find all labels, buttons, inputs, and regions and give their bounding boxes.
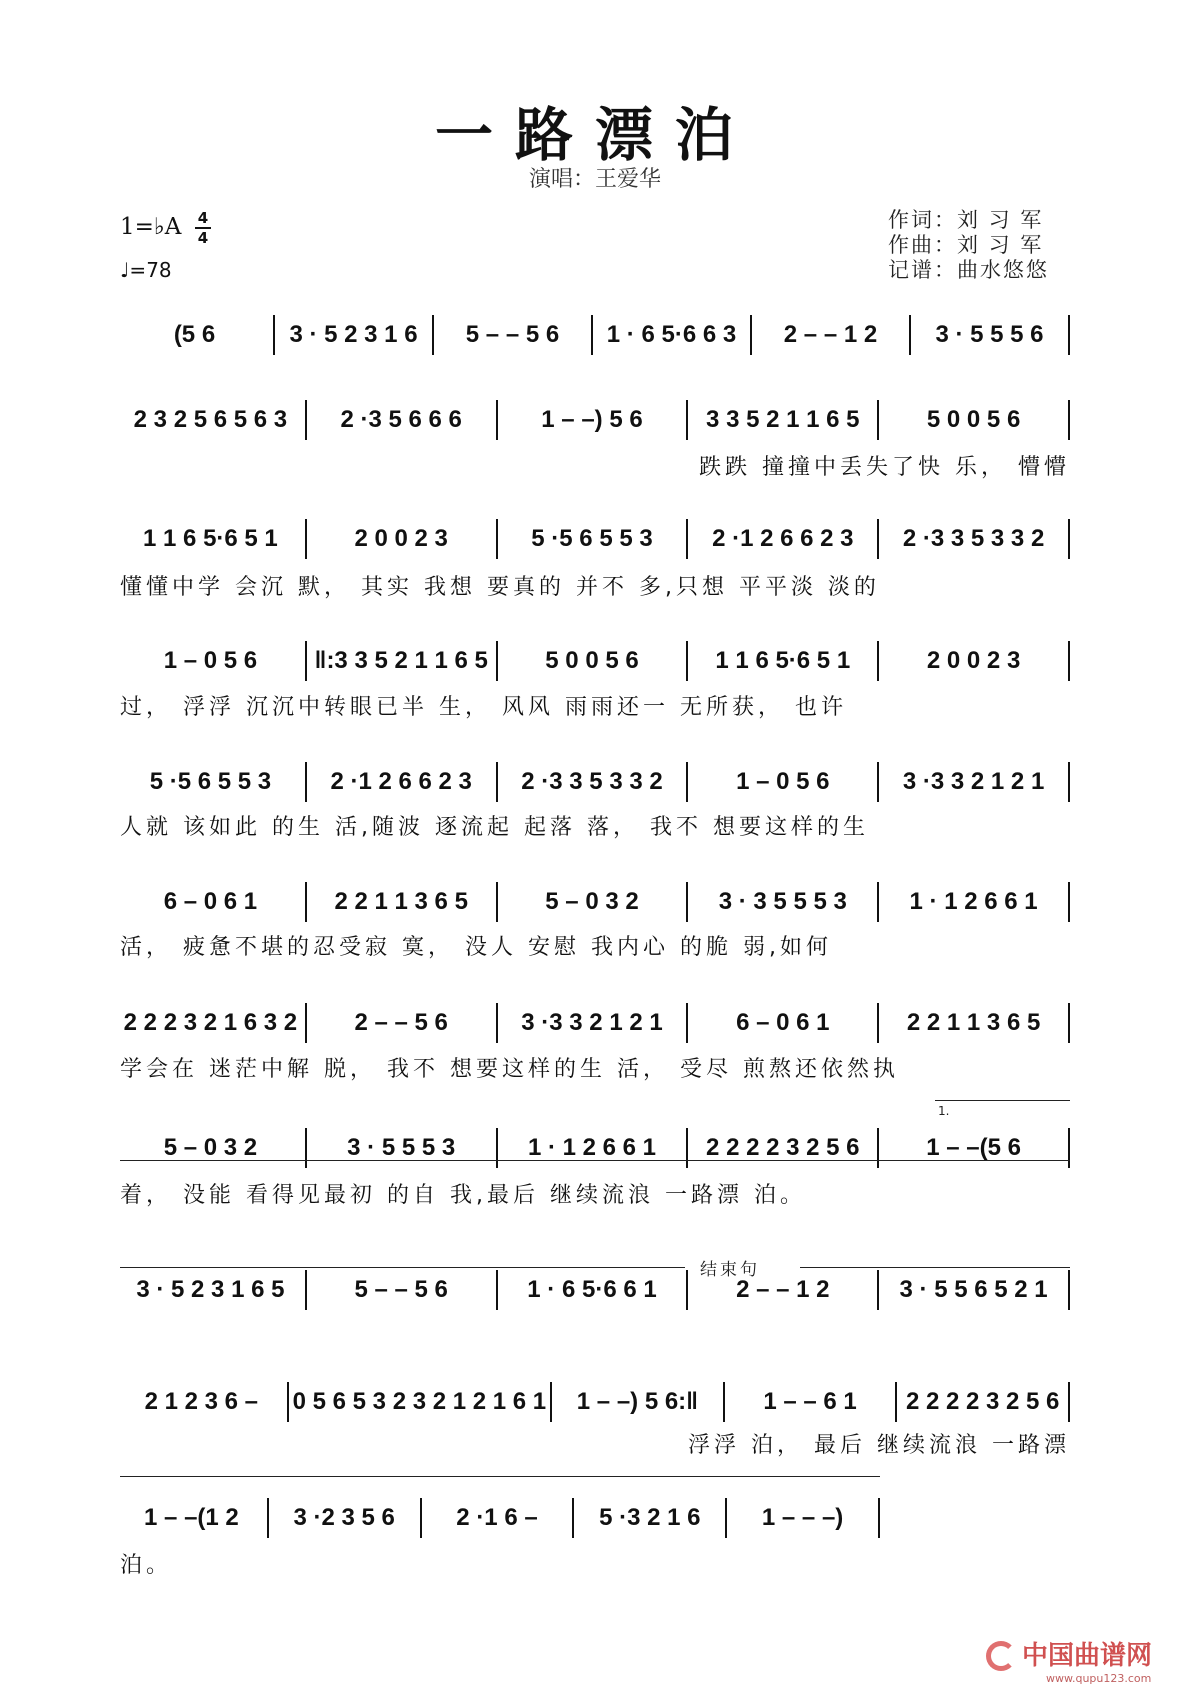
measure: 1 – – 6 1 (723, 1382, 896, 1422)
measure: 2 0 0 2 3 (877, 641, 1068, 681)
measure: 5 ·5 6 5 5 3 (149, 768, 272, 795)
time-signature-top: 4 (197, 209, 209, 227)
measure: 2 2 1 1 3 6 5 (305, 882, 496, 922)
lyric-line: 跌跌 撞撞中丢失了快 乐， 懵懵 (699, 455, 1070, 480)
barline (1068, 315, 1070, 355)
measure: 1 – –(1 2 (144, 1504, 239, 1531)
barline (1068, 400, 1070, 440)
measure: 2 3 2 5 6 5 6 3 (133, 406, 288, 433)
measure: 2 2 2 3 2 1 6 3 2 (123, 1009, 298, 1036)
measure: 5 ·3 2 1 6 (572, 1498, 725, 1538)
barline (1068, 762, 1070, 802)
music-row (120, 1270, 1070, 1310)
measure: 1 · 6 5·6 6 1 (496, 1270, 687, 1310)
lyric-line: 浮浮 泊， 最后 继续流浪 一路漂 (688, 1433, 1070, 1458)
lyric-line: 人就 该如此 的生 活,随波 逐流起 起落 落， 我不 想要这样的生 (120, 815, 869, 840)
measure: ‖:3 3 5 2 1 1 6 5 (305, 641, 496, 681)
lyric-line: 过， 浮浮 沉沉中转眼已半 生， 风风 雨雨还一 无所获， 也许 (120, 695, 847, 720)
volta-bracket (935, 1100, 1070, 1101)
tempo-mark: ♩=78 (120, 258, 172, 282)
barline (1068, 882, 1070, 922)
music-row (120, 762, 1070, 802)
measure: 3 · 3 5 5 5 3 (686, 882, 877, 922)
measure: 5 – 0 3 2 (163, 1134, 258, 1161)
measure: 6 – 0 6 1 (686, 1003, 877, 1043)
measure: 5 – 0 3 2 (496, 882, 687, 922)
logo-icon (986, 1641, 1016, 1671)
lyric-line: 学会在 迷茫中解 脱， 我不 想要这样的生 活， 受尽 煎熬还依然执 (120, 1057, 899, 1082)
music-row (120, 1003, 1070, 1043)
measure: 1 1 6 5·6 5 1 (686, 641, 877, 681)
measure: 5 0 0 5 6 (877, 400, 1068, 440)
time-signature (195, 210, 211, 246)
music-row (120, 400, 1070, 440)
measure: 1 – –) 5 6:‖ (550, 1382, 723, 1422)
measure: 3 · 5 2 3 1 6 5 (136, 1276, 285, 1303)
measure: 1 – – –) (725, 1498, 878, 1538)
measure: 2 ·3 5 6 6 6 (305, 400, 496, 440)
barline (1068, 1382, 1070, 1422)
measure: 2 1 2 3 6 – (144, 1388, 259, 1415)
measure: 2 2 2 2 3 2 5 6 (895, 1382, 1068, 1422)
song-title: 一路漂泊 (434, 101, 755, 169)
measure: 3 · 5 5 6 5 2 1 (877, 1270, 1068, 1310)
measure: 5 ·5 6 5 5 3 (496, 519, 687, 559)
barline (1068, 1128, 1070, 1168)
measure: 2 – – 1 2 (750, 315, 909, 355)
music-row (120, 519, 1070, 559)
key-signature: 1=♭A (120, 214, 182, 240)
measure: 2 – – 5 6 (305, 1003, 496, 1043)
measure: 3 ·3 3 2 1 2 1 (496, 1003, 687, 1043)
measure: 2 ·3 3 5 3 3 2 (496, 762, 687, 802)
logo-url: www.qupu123.com (1046, 1672, 1152, 1685)
measure: 3 · 5 5 5 6 (909, 315, 1068, 355)
measure: 1 – –(5 6 (877, 1128, 1068, 1168)
measure: 1 – 0 5 6 (163, 647, 258, 674)
barline (1068, 641, 1070, 681)
ending-rule-right (800, 1267, 1070, 1268)
measure: 5 – – 5 6 (432, 315, 591, 355)
site-logo (986, 1636, 1186, 1685)
section-rule (120, 1160, 1070, 1161)
barline (1068, 1003, 1070, 1043)
measure: 1 – 0 5 6 (686, 762, 877, 802)
lyric-line: 懂懂中学 会沉 默， 其实 我想 要真的 并不 多,只想 平平淡 淡的 (120, 575, 880, 600)
music-row (120, 1382, 1070, 1422)
music-row (120, 641, 1070, 681)
measure: 2 ·1 6 – (420, 1498, 573, 1538)
measure: 2 ·1 2 6 6 2 3 (686, 519, 877, 559)
measure: 2 0 0 2 3 (305, 519, 496, 559)
measure: 2 2 1 1 3 6 5 (877, 1003, 1068, 1043)
coda-rule (120, 1476, 880, 1477)
music-row (120, 882, 1070, 922)
music-row (120, 1498, 880, 1538)
measure: 3 · 5 2 3 1 6 (273, 315, 432, 355)
measure: 3 3 5 2 1 1 6 5 (686, 400, 877, 440)
barline (878, 1498, 880, 1538)
measure: 2 2 2 2 3 2 5 6 (686, 1128, 877, 1168)
measure: 3 ·3 3 2 1 2 1 (877, 762, 1068, 802)
lyric-line: 泊。 (120, 1553, 173, 1578)
music-row (120, 1128, 1070, 1168)
credits (888, 208, 1049, 283)
volta-number: 1. (938, 1104, 950, 1118)
measure: 1 · 1 2 6 6 1 (877, 882, 1068, 922)
composer-credit: 作曲：刘 习 军 (888, 233, 1044, 257)
barline (1068, 519, 1070, 559)
barline (1068, 1270, 1070, 1310)
time-signature-bottom: 4 (197, 229, 209, 247)
measure: 1 · 6 5·6 6 3 (591, 315, 750, 355)
lyricist-credit: 作词：刘 习 军 (888, 208, 1044, 232)
measure: 3 · 5 5 5 3 (305, 1128, 496, 1168)
measure: (5 6 (173, 321, 216, 348)
music-row (120, 315, 1070, 355)
measure: 3 ·2 3 5 6 (267, 1498, 420, 1538)
ending-rule-left (120, 1267, 685, 1268)
measure: 2 ·1 2 6 6 2 3 (305, 762, 496, 802)
measure: 5 0 0 5 6 (496, 641, 687, 681)
measure: 1 · 1 2 6 6 1 (496, 1128, 687, 1168)
singer-line: 演唱：王爱华 (528, 167, 661, 192)
lyric-line: 活， 疲惫不堪的忍受寂 寞， 没人 安慰 我内心 的脆 弱,如何 (120, 935, 832, 960)
measure: 0 5 6 5 3 2 3 2 1 2 1 6 1 (287, 1382, 551, 1422)
measure: 1 – –) 5 6 (496, 400, 687, 440)
measure: 2 – – 1 2 (686, 1270, 877, 1310)
measure: 1 1 6 5·6 5 1 (143, 525, 278, 552)
measure: 5 – – 5 6 (305, 1270, 496, 1310)
measure: 2 ·3 3 5 3 3 2 (877, 519, 1068, 559)
measure: 6 – 0 6 1 (163, 888, 258, 915)
ending-label: 结束句 (700, 1260, 760, 1280)
lyric-line: 着， 没能 看得见最初 的自 我,最后 继续流浪 一路漂 泊。 (120, 1183, 806, 1208)
logo-name: 中国曲谱网 (1022, 1641, 1153, 1671)
transcriber-credit: 记谱：曲水悠悠 (888, 258, 1049, 282)
